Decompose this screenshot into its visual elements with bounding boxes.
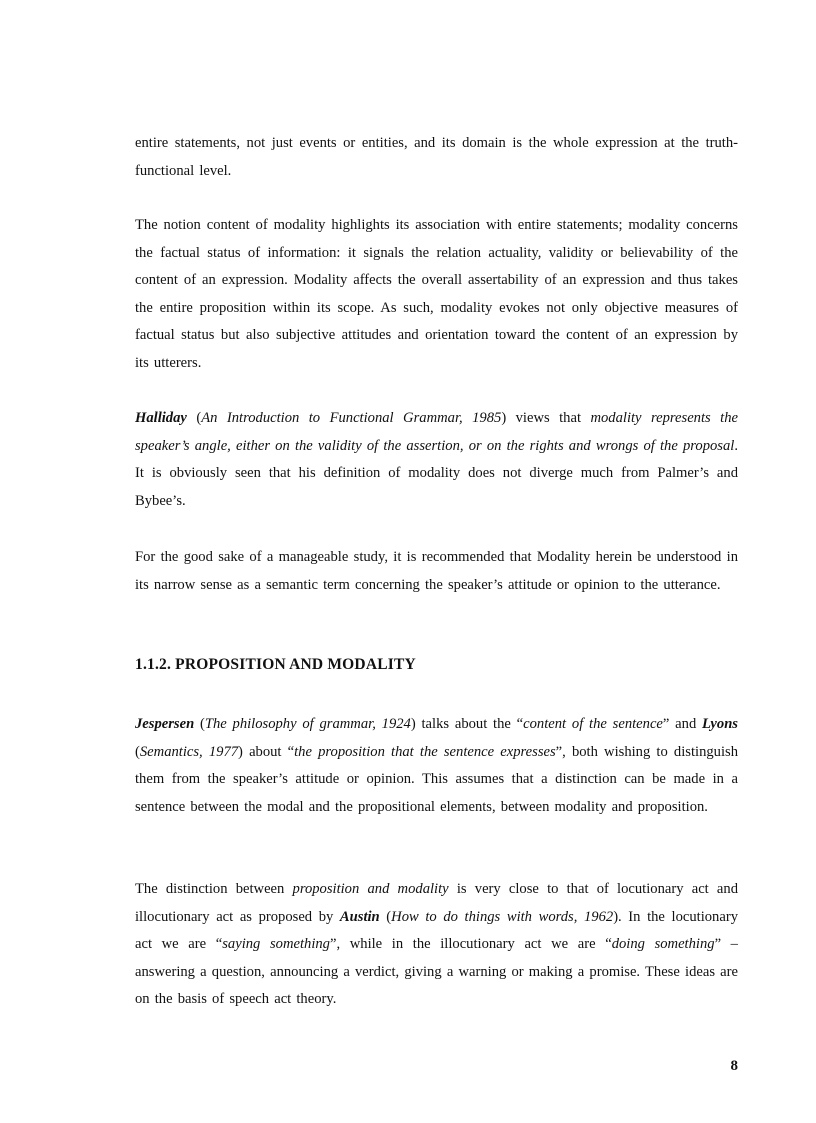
paragraph-4: For the good sake of a manageable study, it is recommended that Modality herein be understood in its narrow sense as a semantic term concerning the speaker’s attitude or opinion to the utterance. — [135, 549, 738, 593]
author-lyons: Lyons — [702, 716, 738, 732]
paragraph-6: The distinction between proposition and modality is very close to that of locutionary act and illocutionary act as proposed by Austin (How to do things with words, 1962). In the locutionary act we are “saying something”, while in the illocutionary act we are “doing something” – answering a question, announcing a verdict, giving a warning or making a promise. These ideas are on the basis of speech act theory. — [135, 881, 738, 1008]
work-title: An Introduction to Functional Grammar, 1985 — [201, 410, 502, 426]
quote: modality represents the speaker’s angle, either on the validity of the assertion, or on the rights and wrongs of the proposal — [135, 410, 738, 454]
author-jespersen: Jespersen — [135, 716, 195, 732]
quote: content of the sentence — [523, 716, 663, 732]
paragraph-5: Jespersen (The philosophy of grammar, 1924) talks about the “content of the sentence” and Lyons (Semantics, 1977) about “the proposition that the sentence expresses”, both wishing to distinguish them from the speaker’s attitude or opinion. This assumes that a distinction can be made in a sentence between the modal and the propositional elements, between modality and proposition. — [135, 716, 738, 815]
page-number: 8 — [730, 1058, 738, 1074]
term: proposition and modality — [292, 881, 449, 897]
quote: doing something — [611, 936, 715, 953]
paragraph-2: The notion content of modality highlights its association with entire statements; modality concerns the factual status of information: it signals the relation actuality, validity or believability of the content of an expression. Modality affects the overall assertability of an expression and thus takes the entire proposition within its scope. As such, modality evokes not only objective measures of factual status but also subjective attitudes and orientation toward the content of an expression by its utterers. — [135, 217, 738, 371]
paragraph-1: entire statements, not just events or entities, and its domain is the whole expression at the truth-functional level. — [135, 135, 738, 179]
work-title: The philosophy of grammar, 1924 — [204, 716, 411, 732]
work-title: How to do things with words, 1962 — [391, 908, 614, 925]
section-heading: 1.1.2. PROPOSITION AND MODALITY — [135, 656, 416, 673]
quote: the proposition that the sentence expresses — [294, 743, 556, 760]
author-halliday: Halliday — [135, 410, 187, 426]
author-austin: Austin — [339, 908, 380, 925]
work-title: Semantics, 1977 — [139, 743, 239, 760]
paragraph-3: Halliday (An Introduction to Functional Grammar, 1985) views that modality represents the speaker’s angle, either on the validity of the assertion, or on the rights and wrongs of the proposal. It is obviously seen that his definition of modality does not diverge much from Palmer’s and Bybee’s. — [135, 410, 738, 509]
quote: saying something — [222, 936, 330, 953]
